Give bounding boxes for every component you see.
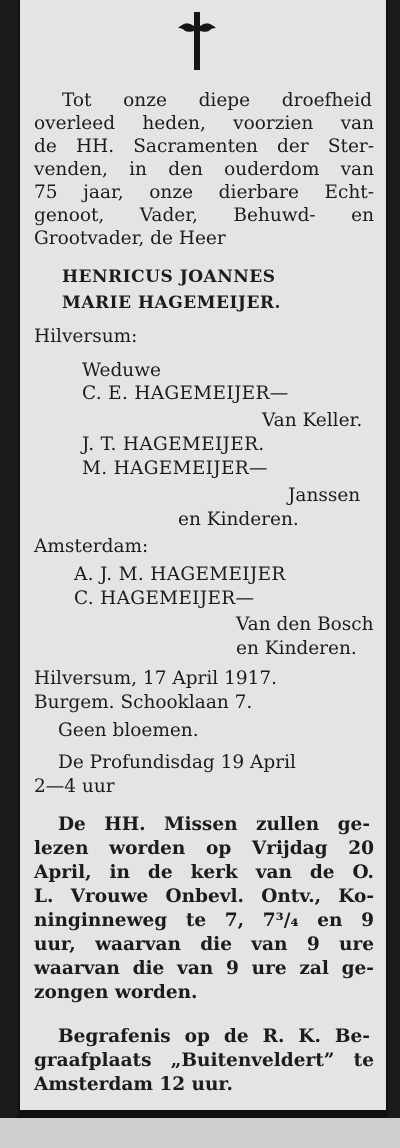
family-line: Janssen <box>288 485 361 506</box>
intro-line: de HH. Sacramenten der Ster- <box>34 136 374 157</box>
masses-line: L. Vrouwe Onbevl. Ontv., Ko- <box>34 886 374 907</box>
masses-line: ninginneweg te 7, 7³/₄ en 9 <box>34 910 374 931</box>
masses-line: uur, waarvan die van 9 ure <box>34 934 374 955</box>
intro-line: Tot onze diepe droefheid <box>62 90 372 111</box>
section-heading: Hilversum: <box>34 326 138 347</box>
bottom-rule <box>18 1110 388 1118</box>
masses-line: waarvan die van 9 ure zal ge- <box>34 958 374 979</box>
deceased-name: MARIE HAGEMEIJER. <box>62 293 281 313</box>
family-line: en Kinderen. <box>178 509 299 530</box>
address: Burgem. Schooklaan 7. <box>34 692 253 713</box>
paper-strip <box>0 1118 400 1148</box>
intro-line: venden, in den ouderdom van <box>34 159 374 180</box>
masses-line: De HH. Missen zullen ge- <box>58 814 370 835</box>
family-line: J. T. HAGEMEIJER. <box>82 434 265 455</box>
profundis-line: 2—4 uur <box>34 776 115 797</box>
masses-line: lezen worden op Vrijdag 20 <box>34 838 374 859</box>
family-line: M. HAGEMEIJER— <box>82 458 268 479</box>
no-flowers: Geen bloemen. <box>58 720 199 741</box>
deceased-name: HENRICUS JOANNES <box>62 267 276 287</box>
masses-line: April, in de kerk van de O. <box>34 862 374 883</box>
cross-icon <box>175 10 219 72</box>
family-line: C. HAGEMEIJER— <box>74 588 255 609</box>
family-line: Weduwe <box>82 360 161 381</box>
intro-line: overleed heden, voorzien van <box>34 113 374 134</box>
intro-line: Grootvader, de Heer <box>34 228 226 249</box>
section-heading: Amsterdam: <box>34 536 149 557</box>
intro-line: 75 jaar, onze dierbare Echt- <box>34 182 374 203</box>
family-line: A. J. M. HAGEMEIJER <box>74 564 286 585</box>
family-line: Van Keller. <box>262 410 363 431</box>
family-line: en Kinderen. <box>236 638 357 659</box>
masses-line: zongen worden. <box>34 982 198 1003</box>
burial-line: graafplaats „Buitenveldert” te <box>34 1050 374 1071</box>
profundis-line: De Profundisdag 19 April <box>58 752 296 773</box>
family-line: C. E. HAGEMEIJER— <box>82 383 289 404</box>
place-date: Hilversum, 17 April 1917. <box>34 668 278 689</box>
family-line: Van den Bosch <box>236 614 374 635</box>
burial-line: Amsterdam 12 uur. <box>34 1074 233 1095</box>
burial-line: Begrafenis op de R. K. Be- <box>58 1026 370 1047</box>
intro-line: genoot, Vader, Behuwd- en <box>34 205 374 226</box>
